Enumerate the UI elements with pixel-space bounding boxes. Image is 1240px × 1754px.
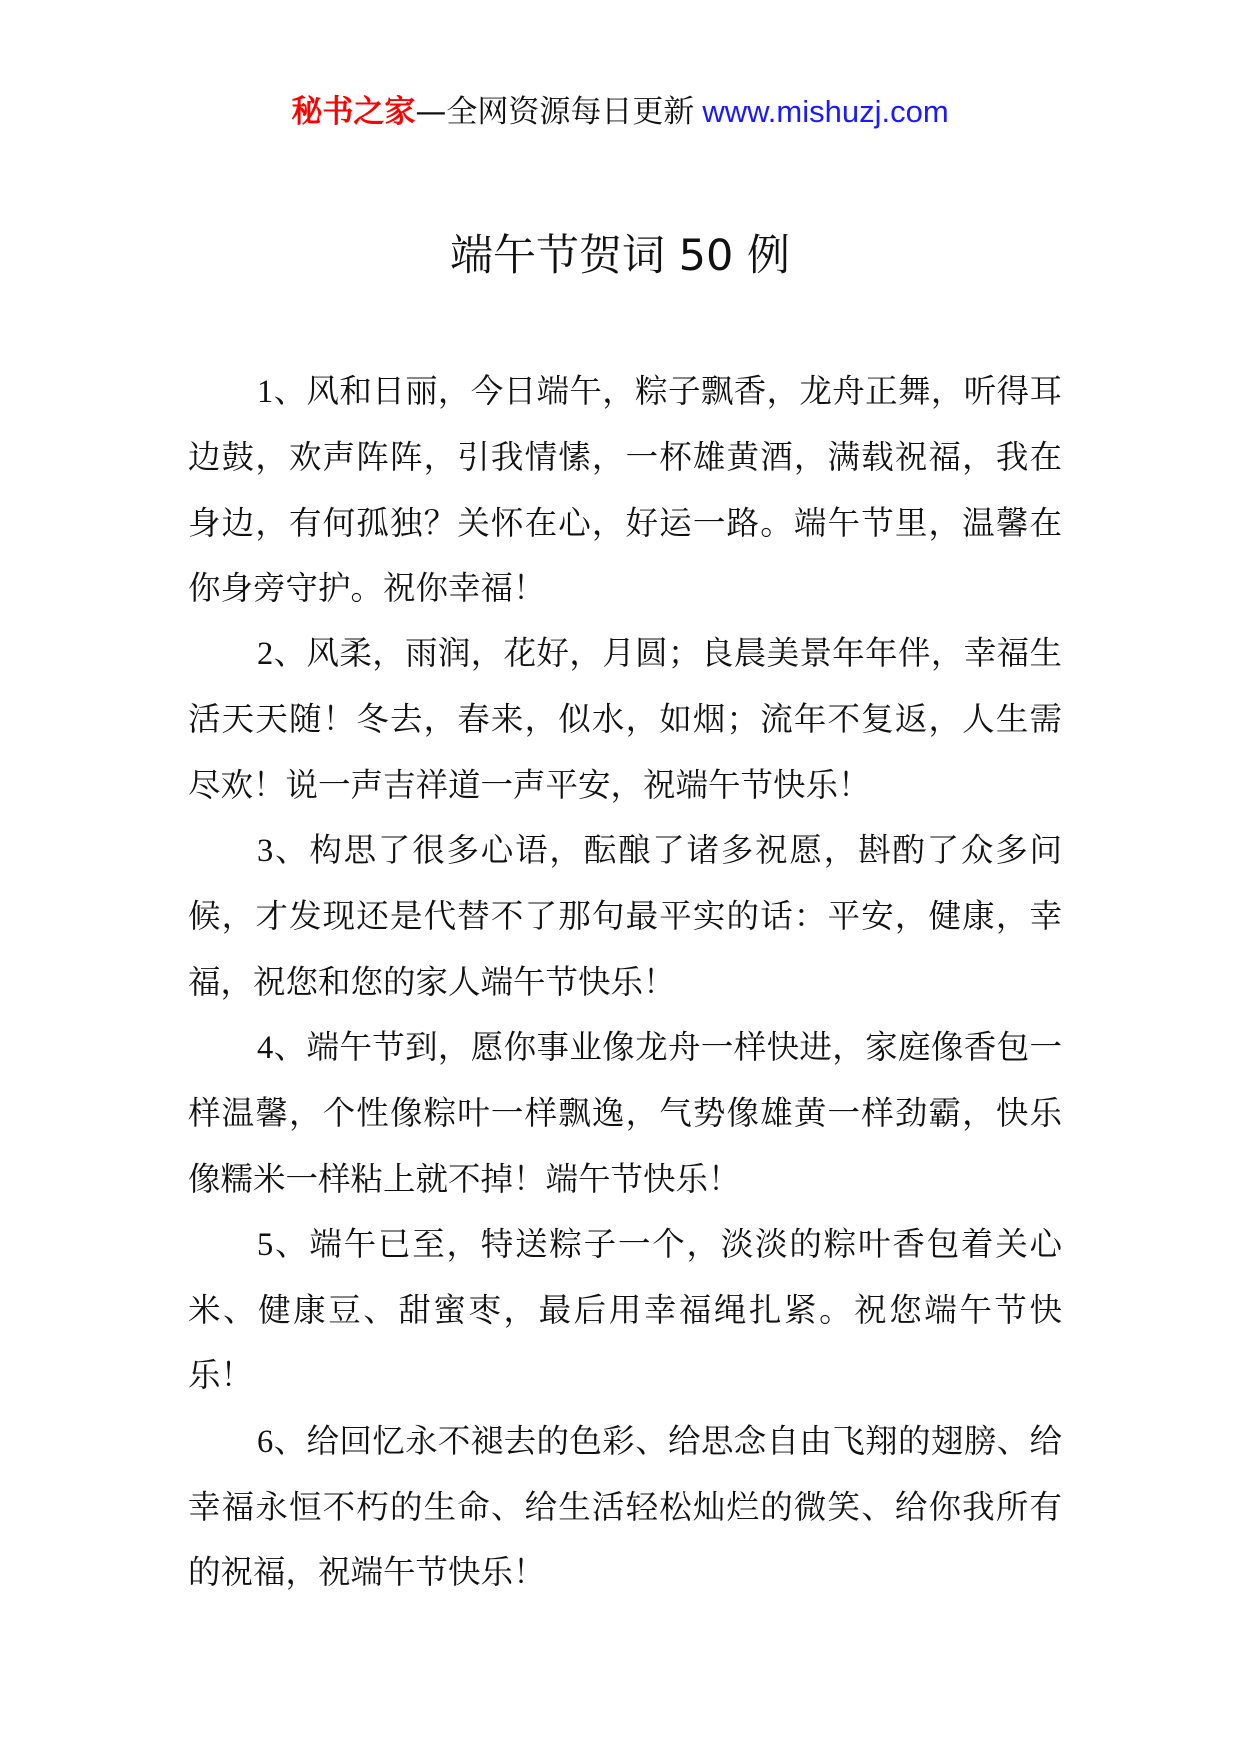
paragraph-number: 3 [257,833,274,870]
paragraph-text: 、给回忆永不褪去的色彩、给思念自由飞翔的翅膀、给幸福永恒不朽的生命、给生活轻松灿烂的微笑、给你我所有的祝福，祝端午节快乐！ [188,1421,1062,1592]
site-brand: 秘书之家 [291,94,416,130]
document-title: 端午节贺词 50 例 [449,231,791,281]
paragraph-text: 、构思了很多心语，酝酿了诸多祝愿，斟酌了众多问候，才发现还是代替不了那句最平实的话：平安，健康，幸福，祝您和您的家人端午节快乐！ [188,831,1062,1001]
site-header [0,92,1240,132]
document-body [188,359,1062,1606]
site-url-link[interactable]: www.mishuzj.com [702,94,949,129]
paragraph-number: 4 [257,1029,274,1066]
paragraph-2 [188,621,1062,818]
paragraph-number: 1 [257,374,274,410]
paragraph-text: 、风和日丽，今日端午，粽子飘香，龙舟正舞，听得耳边鼓，欢声阵阵，引我情愫，一杯雄黄酒，满载祝福，我在身边，有何孤独？关怀在心，好运一路。端午节里，温馨在你身旁守护。祝你幸福！ [188,372,1062,607]
paragraph-1 [188,359,1062,621]
site-tagline: —全网资源每日更新 [415,94,695,130]
paragraph-text: 、端午已至，特送粽子一个，淡淡的粽叶香包着关心米、健康豆、甜蜜枣，最后用幸福绳扎紧。祝您端午节快乐！ [188,1224,1062,1395]
paragraph-text: 、端午节到，愿你事业像龙舟一样快进，家庭像香包一样温馨，个性像粽叶一样飘逸，气势像雄黄一样劲霸，快乐像糯米一样粘上就不掉！端午节快乐！ [188,1027,1062,1198]
paragraph-text: 、风柔，雨润，花好，月圆；良晨美景年年伴，幸福生活天天随！冬去，春来，似水，如烟；流年不复返，人生需尽欢！说一声吉祥道一声平安，祝端午节快乐！ [188,634,1062,804]
paragraph-6 [188,1409,1062,1606]
paragraph-number: 5 [257,1226,274,1263]
paragraph-4 [188,1015,1062,1212]
paragraph-number: 2 [257,636,274,673]
paragraph-3 [188,818,1062,1015]
paragraph-number: 6 [257,1423,274,1460]
paragraph-5 [188,1212,1062,1409]
